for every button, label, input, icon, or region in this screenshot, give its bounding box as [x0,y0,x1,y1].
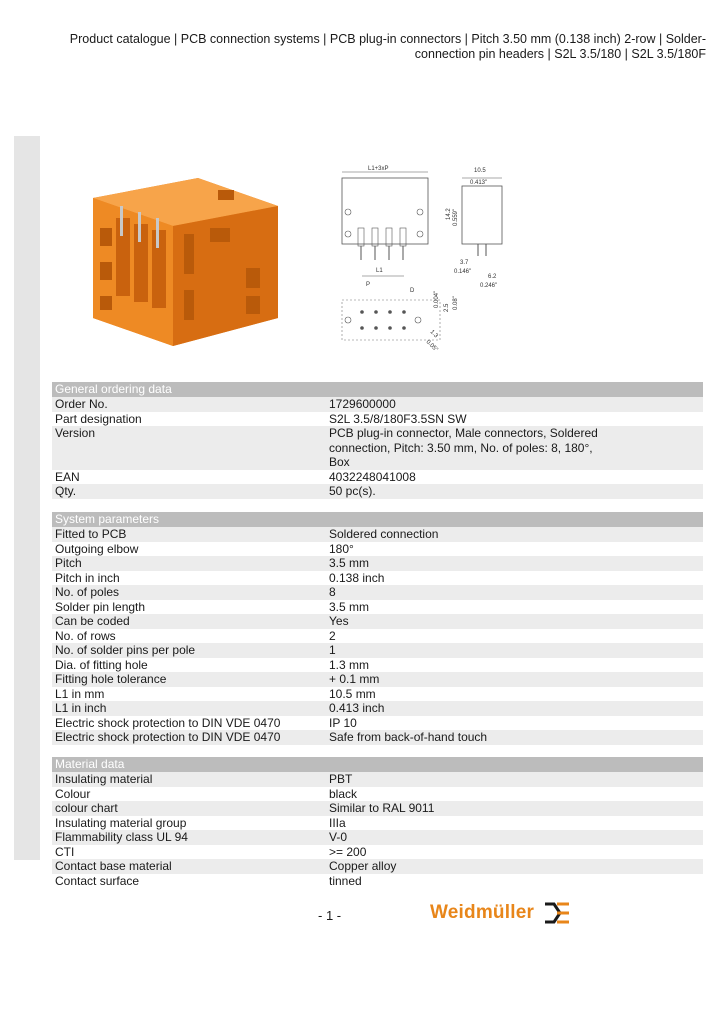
label-d: D [410,288,415,294]
row-label: Pitch [55,556,82,570]
breadcrumb-line-1: Product catalogue | PCB connection systems | PCB plug-in connectors | Pitch 3.50 mm (0.138 inch) 2-row | Solder- [69,32,706,46]
row-label: Dia. of fitting hole [55,657,148,672]
row-label: Pitch in inch [55,570,120,585]
row-label: Contact surface [55,873,140,888]
row-value: 1 [329,643,336,657]
row-value: 2 [329,628,336,643]
brand-logo [430,898,572,928]
row-value: 10.5 mm [329,686,376,701]
dim-14-2: 14.2 [446,208,452,220]
table-row [52,614,703,629]
row-label: L1 in mm [55,686,105,701]
row-label: Outgoing elbow [55,541,139,556]
row-value: V-0 [329,830,348,844]
section-header-system: System parameters [52,512,703,527]
row-label: CTI [55,844,75,859]
table-row [52,816,703,831]
breadcrumb-line-2: connection pin headers | S2L 3.5/180 | S2L 3.5/180F [414,47,706,61]
dim-0-004: 0.004" [434,290,440,308]
dim-0-559: 0.559" [453,208,459,226]
dim-0-413: 0.413" [470,180,488,186]
table-row: Version PCB plug-in connector, Male connectors, Soldered connection, Pitch: 3.50 mm, No. of poles: 8, 180°, Box [52,426,703,470]
table-row: Qty. 50 pc(s). [52,484,703,499]
row-value: Copper alloy [329,859,397,873]
row-label: Insulating material [55,772,153,786]
table-row [52,787,703,802]
brand-name: Weidmüller [430,902,535,923]
row-value: 0.138 inch [329,570,385,585]
table-row [52,772,703,787]
dim-0-146: 0.146" [454,269,472,275]
row-label: No. of poles [55,585,120,599]
table-row [52,672,703,687]
row-value: 3.5 mm [329,599,370,614]
dim-2-5: 2.5 [444,303,450,312]
table-row [52,600,703,615]
row-value: + 0.1 mm [329,672,380,686]
table-row [52,658,703,673]
row-value: >= 200 [329,844,367,859]
row-value: 0.413 inch [329,701,385,715]
version-line-1: PCB plug-in connector, Male connectors, Soldered [329,426,598,440]
row-value: IP 10 [329,715,357,730]
row-value: Yes [329,614,349,628]
row-label: No. of solder pins per pole [55,643,196,657]
dim-diag: 0.05" [424,339,439,354]
row-label: No. of rows [55,628,116,643]
row-value: IIIa [329,815,346,830]
table-row: EAN 4032248041008 [55,469,416,484]
section-header-general: General ordering data [52,382,703,397]
breadcrumb-header [66,32,706,62]
table-row [52,643,703,658]
table-row [52,571,703,586]
row-label: Solder pin length [55,599,146,614]
version-line-3: Box [329,455,350,469]
row-value: Similar to RAL 9011 [329,801,435,815]
sidebar-strip [14,136,40,860]
dim-0-246: 0.246" [480,283,498,289]
table-row: Part designation S2L 3.5/8/180F3.5SN SW [55,411,467,426]
row-value: tinned [329,873,362,888]
row-value: 180° [329,541,354,556]
dim-1-3: 1.3 [428,329,439,340]
row-label: Contact base material [55,859,172,873]
row-value: black [329,786,358,801]
row-label: Fitting hole tolerance [55,672,167,686]
table-row [52,556,703,571]
table-row [52,874,703,889]
dim-3-7: 3.7 [460,260,469,266]
table-row [52,730,703,745]
row-label: Colour [55,786,91,801]
row-label: Fitted to PCB [55,527,127,541]
row-value: Safe from back-of-hand touch [329,730,488,744]
row-label: Insulating material group [55,815,187,830]
table-row [52,701,703,716]
page-number: - 1 - [318,908,342,923]
table-row [52,845,703,860]
dim-l1-3p: L1+3xP [368,166,389,172]
row-label: colour chart [55,801,118,815]
table-row [52,687,703,702]
row-label: Electric shock protection to DIN VDE 0470 [55,730,281,744]
label-p: P [366,282,371,288]
table-row [52,629,703,644]
label-l1: L1 [376,268,383,274]
table-row [52,527,703,542]
table-row: Order No. 1729600000 [52,397,703,412]
row-label: Electric shock protection to DIN VDE 0470 [55,715,281,730]
version-line-2: connection, Pitch: 3.50 mm, No. of poles: 8, 180°, [329,440,593,455]
dim-10-5: 10.5 [474,168,486,174]
row-label: Can be coded [55,614,130,628]
table-row [52,716,703,731]
dim-6-2: 6.2 [488,274,497,280]
product-image [78,168,288,348]
section-header-material: Material data [52,757,703,772]
table-row [52,830,703,845]
row-label: L1 in inch [55,701,107,715]
technical-drawing [330,160,520,360]
table-row [52,542,703,557]
table-row [52,801,703,816]
table-row [52,859,703,874]
table-row [52,585,703,600]
brand-mark-icon [542,901,572,925]
row-label: Flammability class UL 94 [55,830,188,844]
dim-0-08: 0.08" [453,296,459,310]
row-value: 1.3 mm [329,657,370,672]
row-value: 8 [329,585,336,599]
row-value: Soldered connection [329,527,439,541]
row-value: 3.5 mm [329,556,370,570]
row-value: PBT [329,772,353,786]
